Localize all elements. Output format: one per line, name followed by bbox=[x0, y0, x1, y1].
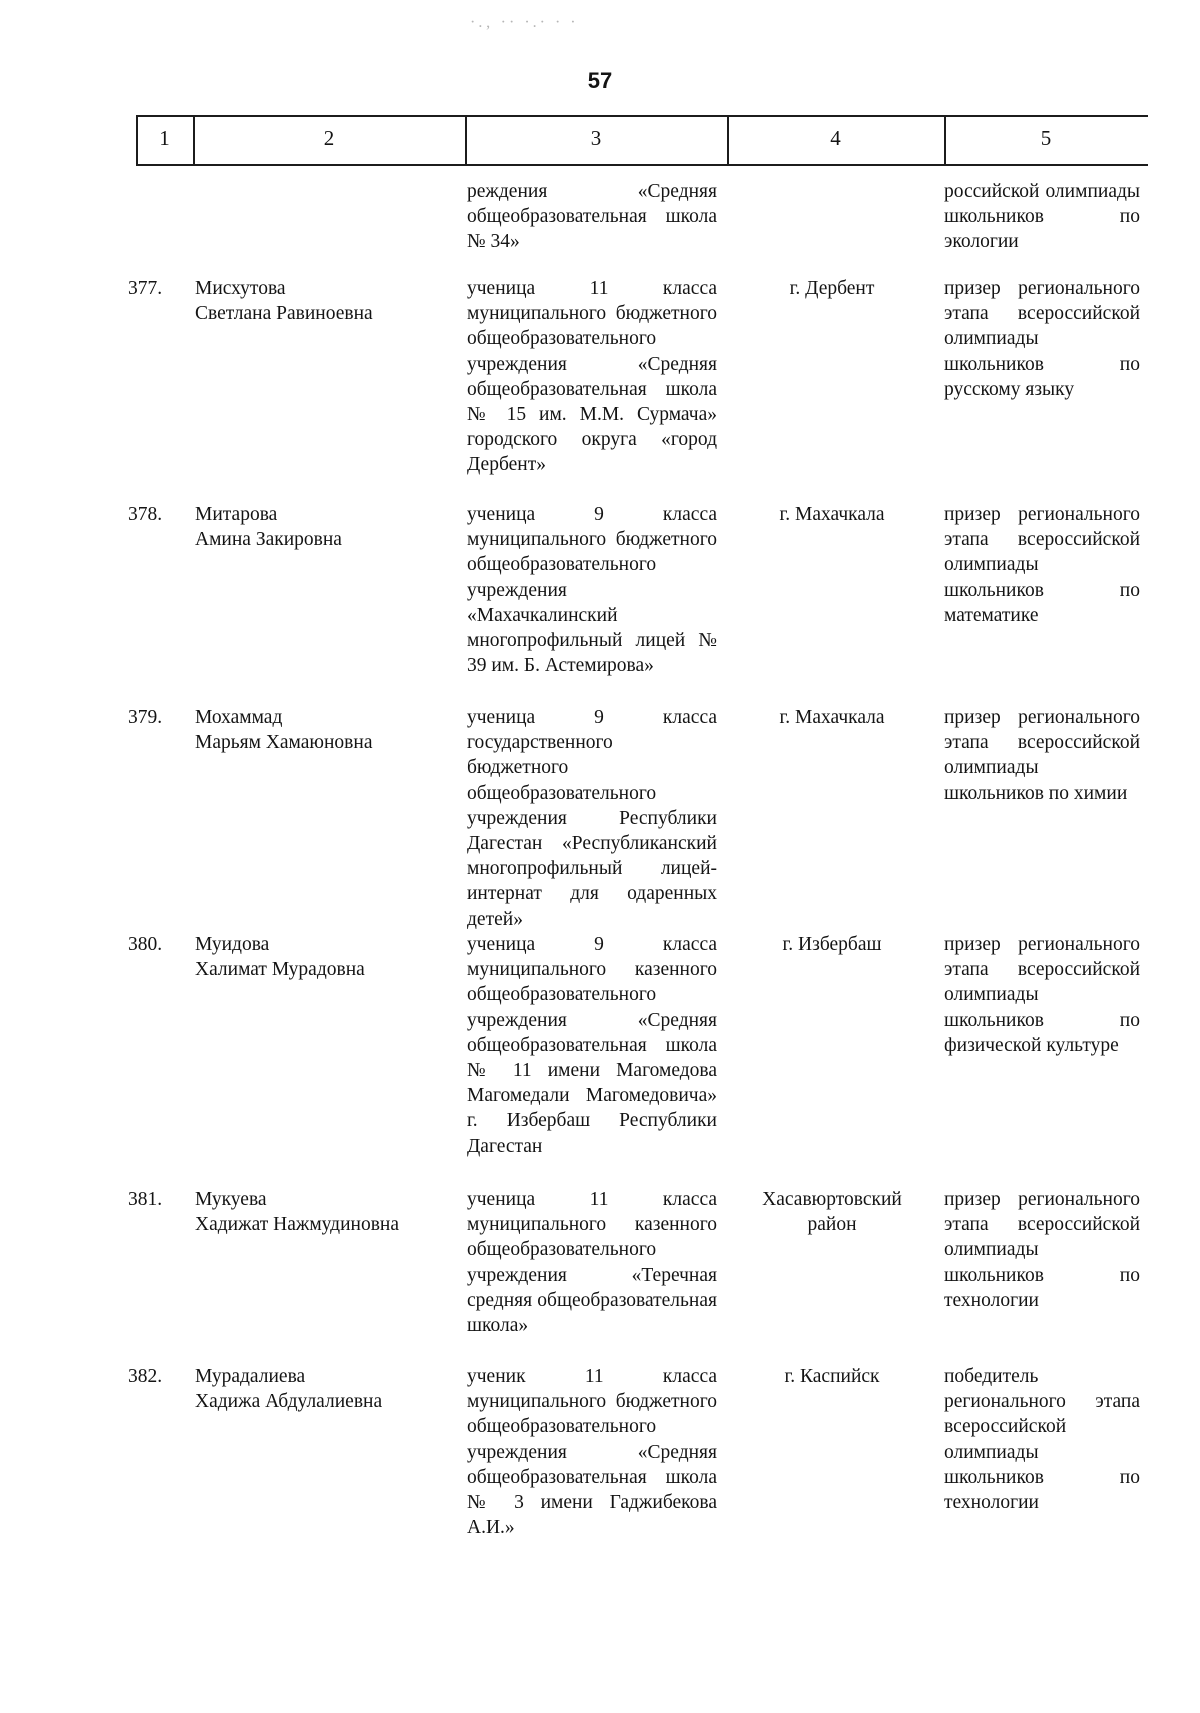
surname: Муидова bbox=[195, 934, 270, 955]
column-header: 3 bbox=[590, 126, 602, 150]
location-cell bbox=[732, 1364, 932, 1389]
given-names: Марьям Хамаюновна bbox=[195, 732, 373, 754]
given-names: Хадижат Нажмудиновна bbox=[195, 1214, 400, 1236]
table-top-border bbox=[136, 115, 1148, 117]
surname: Мукуева bbox=[195, 1189, 267, 1210]
student-name bbox=[195, 1187, 435, 1237]
scan-artifact: ·.‚ ·· ·.· · · bbox=[470, 14, 579, 31]
table-header-bottom-border bbox=[136, 164, 1148, 166]
location-line: г. Махачкала bbox=[779, 707, 885, 728]
institution-cell: ученица 11 класса муниципального казенного общеобразовательного учреждения «Теречная средняя общеобразовательная школа» bbox=[467, 1189, 717, 1337]
row-number: 377. bbox=[128, 278, 163, 299]
surname: Мурадалиева bbox=[195, 1366, 306, 1387]
location-cell bbox=[732, 705, 932, 730]
student-name bbox=[195, 276, 435, 326]
student-name bbox=[195, 932, 435, 982]
institution-cell: ученица 9 класса муниципального казенного общеобразовательного учреждения «Средняя общеобразовательная школа № 11 имени Магомедова Магомедали Магомедовича» г. Избербаш Республики Дагестан bbox=[467, 934, 717, 1157]
institution-cell: ученица 11 класса муниципального бюджетного общеобразовательного учреждения «Средняя общеобразовательная школа № 15 им. М.М. Сурмача» городского округа «город Дербент» bbox=[467, 278, 717, 476]
row-number: 381. bbox=[128, 1189, 163, 1210]
surname: Мисхутова bbox=[195, 278, 286, 299]
location-line: Хасавюртовский bbox=[762, 1189, 902, 1210]
location-line: г. Избербаш bbox=[782, 934, 882, 955]
result-cell: победитель регионального этапа всероссийской олимпиады школьников по технологии bbox=[944, 1366, 1140, 1514]
given-names: Амина Закировна bbox=[195, 529, 342, 551]
given-names: Халимат Мурадовна bbox=[195, 959, 365, 981]
location-line: г. Каспийск bbox=[784, 1366, 880, 1387]
institution-cell: ученик 11 класса муниципального бюджетного общеобразовательного учреждения «Средняя общеобразовательная школа № 3 имени Гаджибекова А.И.» bbox=[467, 1366, 717, 1539]
column-header: 4 bbox=[830, 126, 841, 150]
row-number: 382. bbox=[128, 1366, 163, 1387]
row-number: 379. bbox=[128, 707, 163, 728]
location-cell bbox=[732, 932, 932, 957]
location-cell bbox=[732, 1187, 932, 1237]
surname: Мохаммад bbox=[195, 707, 283, 728]
location-cell bbox=[732, 276, 932, 301]
result-cell: призер регионального этапа всероссийской олимпиады школьников по технологии bbox=[944, 1189, 1140, 1311]
institution-cell: ученица 9 класса государственного бюджетного общеобразовательного учреждения Республики Дагестан «Республиканский многопрофильный лицей-интернат для одаренных детей» bbox=[467, 707, 717, 930]
row-number: 378. bbox=[128, 504, 163, 525]
column-header: 5 bbox=[1040, 126, 1052, 150]
student-name bbox=[195, 705, 435, 755]
column-header: 2 bbox=[323, 126, 335, 150]
student-name bbox=[195, 502, 435, 552]
institution-cell: ученица 9 класса муниципального бюджетного общеобразовательного учреждения «Махачкалинский многопрофильный лицей № 39 им. Б. Астемирова» bbox=[467, 504, 717, 677]
result-cell: российской олимпиады школьников по экологии bbox=[944, 181, 1140, 253]
student-name bbox=[195, 1364, 435, 1414]
location-cell bbox=[732, 502, 932, 527]
result-cell: призер регионального этапа всероссийской олимпиады школьников по русскому языку bbox=[944, 278, 1140, 400]
column-header: 1 bbox=[159, 126, 170, 150]
location-line: район bbox=[807, 1214, 857, 1236]
location-line: г. Махачкала bbox=[779, 504, 885, 525]
result-cell: призер регионального этапа всероссийской олимпиады школьников по математике bbox=[944, 504, 1140, 626]
page-number: 57 bbox=[587, 68, 613, 93]
surname: Митарова bbox=[195, 504, 278, 525]
institution-cell: реждения «Средняя общеобразовательная школа № 34» bbox=[467, 181, 717, 253]
given-names: Светлана Равиноевна bbox=[195, 303, 373, 325]
result-cell: призер регионального этапа всероссийской олимпиады школьников по химии bbox=[944, 707, 1140, 804]
given-names: Хадижа Абдулалиевна bbox=[195, 1391, 383, 1413]
row-number: 380. bbox=[128, 934, 163, 955]
location-line: г. Дербент bbox=[789, 278, 875, 299]
result-cell: призер регионального этапа всероссийской олимпиады школьников по физической культуре bbox=[944, 934, 1140, 1056]
